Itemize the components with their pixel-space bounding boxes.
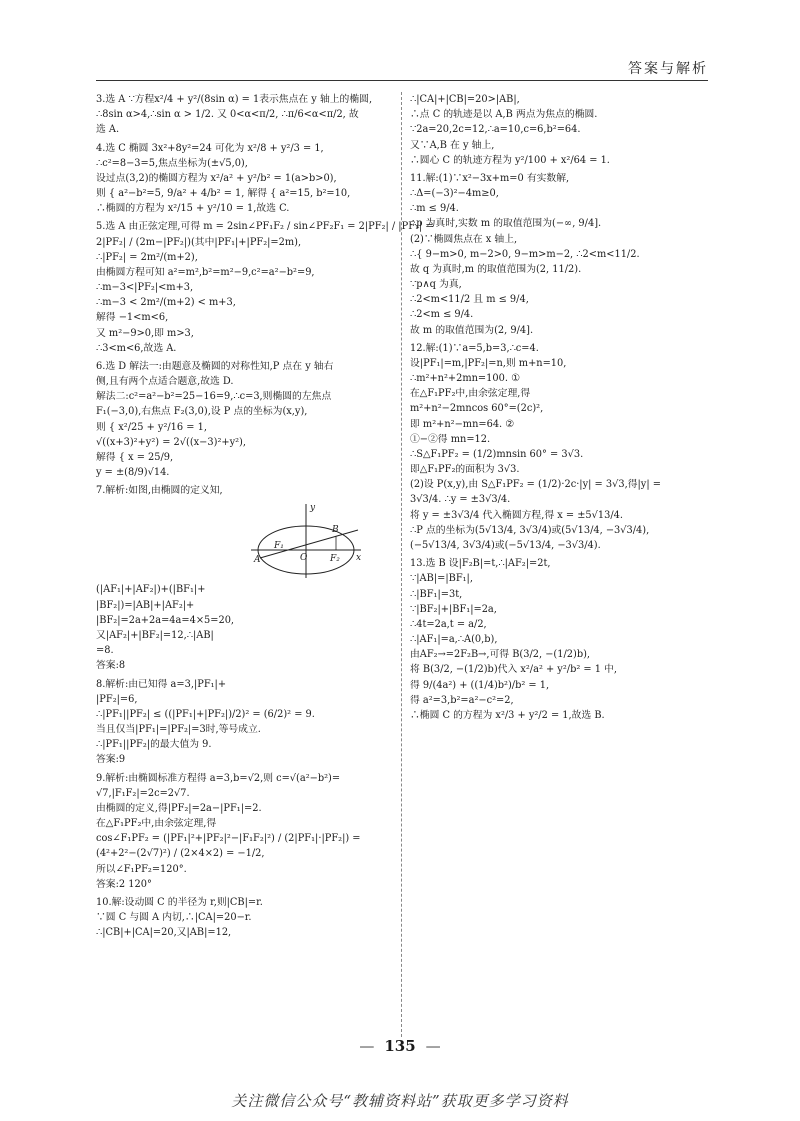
answer-block-q10 xyxy=(96,895,392,941)
answer-block-q5 xyxy=(96,219,434,356)
answer-line: 3.选 A ∵方程x²/4 + y²/(8sin α) = 1表示焦点在 y 轴上的椭圆, xyxy=(96,94,373,105)
answer-block-q13 xyxy=(410,556,708,723)
answer-line: 当且仅当|PF₁|=|PF₂|=3时,等号成立. xyxy=(96,724,261,736)
answer-line: ∴m−3<|PF₂|<m+3, xyxy=(96,282,194,294)
answer-line: ∴点 C 的轨迹是以 A,B 两点为焦点的椭圆. xyxy=(410,109,598,121)
answer-line: 7.解析:如图,由椭圆的定义知, xyxy=(96,485,223,497)
answer-line: 又∵A,B 在 y 轴上, xyxy=(410,139,495,151)
answer-line: F₁(−3,0),右焦点 F₂(3,0),设 P 点的坐标为(x,y), xyxy=(96,406,308,418)
answer-line: =8. xyxy=(96,645,114,657)
answer-line: ∴|BF₁|=3t, xyxy=(410,588,463,600)
answer-line: ∴3<m<6,故选 A. xyxy=(96,342,177,354)
answer-line: 4.选 C 椭圆 3x²+8y²=24 可化为 x²/8 + y²/3 = 1, xyxy=(96,142,324,154)
answer-line: (2)∵椭圆焦点在 x 轴上, xyxy=(410,233,518,245)
answer-line: 则 { a²−b²=5, 9/a² + 4/b² = 1, 解得 { a²=15, b²=10, xyxy=(96,188,351,200)
answer-line: ∴2<m<11/2 且 m ≤ 9/4, xyxy=(410,294,529,306)
answer-line: 10.解:设动圆 C 的半径为 r,则|CB|=r. xyxy=(96,896,263,908)
answer-line: 又|AF₂|+|BF₂|=12,∴|AB| xyxy=(96,629,214,641)
answer-line: ∴Δ=(−3)²−4m≥0, xyxy=(410,188,499,200)
answer-line: 13.选 B 设|F₂B|=t,∴|AF₂|=2t, xyxy=(410,558,551,570)
figure-label: F₂ xyxy=(330,554,340,565)
answer-line: ∴椭圆 C 的方程为 x²/3 + y²/2 = 1,故选 B. xyxy=(410,709,605,721)
answer-line: ∴椭圆的方程为 x²/15 + y²/10 = 1,故选 C. xyxy=(96,203,290,215)
answer-line: 故 q 为真时,m 的取值范围为(2, 11/2). xyxy=(410,263,582,275)
answer-line: 得 a²=3,b²=a²−c²=2, xyxy=(410,694,514,706)
figure-label: y xyxy=(310,503,316,514)
answer-line: ∴c²=8−3=5,焦点坐标为(±√5,0), xyxy=(96,157,248,169)
answer-line: ∴圆心 C 的轨迹方程为 y²/100 + x²/64 = 1. xyxy=(410,154,610,166)
answer-line: 解得 −1<m<6, xyxy=(96,312,169,324)
answer-line: 8.解析:由已知得 a=3,|PF₁|+ xyxy=(96,678,227,690)
answer-line: 由椭圆方程可知 a²=m²,b²=m²−9,c²=a²−b²=9, xyxy=(96,266,315,278)
answer-line: ∵|AB|=|BF₁|, xyxy=(410,573,473,585)
answer-line: √7,|F₁F₂|=2c=2√7. xyxy=(96,787,190,799)
answer-line: ∵2a=20,2c=12,∴a=10,c=6,b²=64. xyxy=(410,124,581,136)
answer-line: ∴|CA|+|CB|=20>|AB|, xyxy=(410,94,520,105)
answer-line: ∴|PF₂| = 2m²/(m+2), xyxy=(96,251,198,263)
page-number: — 135 — xyxy=(359,1037,441,1055)
answer-line: cos∠F₁PF₂ = (|PF₁|²+|PF₂|²−|F₁F₂|²) / (2|PF₁|·|PF₂|) = xyxy=(96,833,361,845)
answer-line: ∴8sin α>4,∴sin α > 1/2. 又 0<α<π/2, ∴π/6<α<π/2, 故 xyxy=(96,109,359,121)
left-column xyxy=(96,92,434,1041)
answer-block-q11 xyxy=(410,171,708,338)
answer-line: 5.选 A 由正弦定理,可得 m = 2sin∠PF₁F₂ / sin∠PF₂F₁ = 2|PF₂| / |PF₁| = xyxy=(96,221,434,233)
answer-line: 故 m 的取值范围为(2, 9/4]. xyxy=(410,324,534,336)
answer-line: 即 m²+n²−mn=64. ② xyxy=(410,418,515,430)
answer-block-q6 xyxy=(96,359,392,480)
ellipse-figure xyxy=(246,500,366,580)
answer-line: 即△F₁PF₂的面积为 3√3. xyxy=(410,464,520,476)
answer-line: ∴m²+n²+2mn=100. ① xyxy=(410,373,520,385)
answer-block-q9 xyxy=(96,771,392,892)
answer-block-q7 xyxy=(96,483,392,673)
answer-line: (2)设 P(x,y),由 S△F₁PF₂ = (1/2)·2c·|y| = 3√3,得|y| = xyxy=(410,479,661,491)
answer-line: 2|PF₂| / (2m−|PF₂|)(其中|PF₁|+|PF₂|=2m), xyxy=(96,236,302,248)
answer-line: ∴m ≤ 9/4. xyxy=(410,203,459,215)
answer-line: 6.选 D 解法一:由题意及椭圆的对称性知,P 点在 y 轴右 xyxy=(96,360,334,372)
answer-line: |BF₂|)=|AB|+|AF₂|+ xyxy=(96,599,195,611)
answer-block-q3 xyxy=(96,92,392,138)
answer-line: 将 B(3/2, −(1/2)b)代入 x²/a² + y²/b² = 1 中, xyxy=(410,664,617,676)
answer-line: 由椭圆的定义,得|PF₂|=2a−|PF₁|=2. xyxy=(96,802,262,814)
footer-note: 关注微信公众号“教辅资料站”获取更多学习资料 xyxy=(231,1092,569,1110)
answer-line: ①−②得 mn=12. xyxy=(410,433,491,445)
answer-line: |BF₂|=2a+2a=4a=4×5=20, xyxy=(96,614,235,626)
answer-line: √((x+3)²+y²) = 2√((x−3)²+y²), xyxy=(96,436,246,448)
answer-line: ∴|PF₁||PF₂| ≤ ((|PF₁|+|PF₂|)/2)² = (6/2)² = 9. xyxy=(96,708,315,720)
answer-line: ∴S△F₁PF₂ = (1/2)mnsin 60° = 3√3. xyxy=(410,448,584,460)
answer-line: 在△F₁PF₂中,由余弦定理,得 xyxy=(96,818,217,830)
answer-line: (4²+2²−(2√7)²) / (2×4×2) = −1/2, xyxy=(96,848,265,860)
answer-line: ∴|PF₁||PF₂|的最大值为 9. xyxy=(96,739,212,751)
answer-line: 设过点(3,2)的椭圆方程为 x²/a² + y²/b² = 1(a>b>0), xyxy=(96,172,337,184)
answer-line: ∴m−3 < 2m²/(m+2) < m+3, xyxy=(96,297,236,309)
answer-line: 3√3/4. ∴y = ±3√3/4. xyxy=(410,494,511,506)
figure-label: F₁ xyxy=(274,541,284,552)
answer-line: 又 m²−9>0,即 m>3, xyxy=(96,327,194,339)
figure-label: O xyxy=(300,553,308,564)
answer-line: 答案:9 xyxy=(96,754,126,766)
answer-line: 解法二:c²=a²−b²=25−16=9,∴c=3,则椭圆的左焦点 xyxy=(96,391,332,403)
answer-line: 解得 { x = 25/9, xyxy=(96,451,174,463)
answer-line: 侧,且有两个点适合题意,故选 D. xyxy=(96,376,234,388)
answer-line: ∴|CB|+|CA|=20,又|AB|=12, xyxy=(96,927,232,939)
figure-label: B xyxy=(332,525,339,536)
answer-line: 选 A. xyxy=(96,124,120,136)
answer-line: ∴{ 9−m>0, m−2>0, 9−m>m−2, ∴2<m<11/2. xyxy=(410,248,640,260)
answer-line: 答案:2 120° xyxy=(96,878,152,890)
answer-line: 得 9/(4a²) + ((1/4)b²)/b² = 1, xyxy=(410,679,550,691)
answer-line: 则 { x²/25 + y²/16 = 1, xyxy=(96,421,207,433)
answer-line: |PF₂|=6, xyxy=(96,693,138,705)
header-rule xyxy=(96,80,708,81)
answer-line: ∵|BF₂|+|BF₁|=2a, xyxy=(410,603,497,615)
answer-line: 将 y = ±3√3/4 代入椭圆方程,得 x = ±5√13/4. xyxy=(410,509,624,521)
answer-line: y = ±(8/9)√14. xyxy=(96,467,170,479)
answer-line: 设|PF₁|=m,|PF₂|=n,则 m+n=10, xyxy=(410,357,567,369)
answer-line: ∴|AF₁|=a,∴A(0,b), xyxy=(410,634,498,646)
answer-block-q12 xyxy=(410,341,708,553)
column-divider xyxy=(401,92,402,1037)
answer-line: 所以∠F₁PF₂=120°. xyxy=(96,863,187,875)
answer-block-q4 xyxy=(96,141,392,217)
right-column xyxy=(410,92,708,1041)
answer-block-q10b xyxy=(410,92,708,168)
answer-line: 答案:8 xyxy=(96,660,126,672)
answer-line: m²+n²−2mncos 60°=(2c)², xyxy=(410,403,544,415)
answer-line: 由AF₂→=2F₂B→,可得 B(3/2, −(1/2)b), xyxy=(410,649,591,661)
answer-line: 9.解析:由椭圆标准方程得 a=3,b=√2,则 c=√(a²−b²)= xyxy=(96,772,341,784)
figure-label: A xyxy=(254,555,261,566)
answer-line: ∴4t=2a,t = a/2, xyxy=(410,618,487,630)
answer-block-q8 xyxy=(96,677,392,768)
answer-line: ∴2<m ≤ 9/4. xyxy=(410,309,474,321)
answer-line: 12.解:(1)∵a=5,b=3,∴c=4. xyxy=(410,342,539,354)
page-header-title: 答案与解析 xyxy=(628,61,708,77)
answer-line: ∵p∧q 为真, xyxy=(410,279,462,291)
answer-line: 在△F₁PF₂中,由余弦定理,得 xyxy=(410,388,531,400)
figure-label: x xyxy=(356,553,362,564)
answer-line: ∴p 为真时,实数 m 的取值范围为(−∞, 9/4]. xyxy=(410,218,602,230)
answer-line: ∵圆 C 与圆 A 内切,∴|CA|=20−r. xyxy=(96,912,252,924)
answer-line: 11.解:(1)∵x²−3x+m=0 有实数解, xyxy=(410,172,570,184)
answer-line: (|AF₁|+|AF₂|)+(|BF₁|+ xyxy=(96,584,206,596)
answer-line: (−5√13/4, 3√3/4)或(−5√13/4, −3√3/4). xyxy=(410,539,601,551)
answer-line: ∴P 点的坐标为(5√13/4, 3√3/4)或(5√13/4, −3√3/4), xyxy=(410,524,650,536)
